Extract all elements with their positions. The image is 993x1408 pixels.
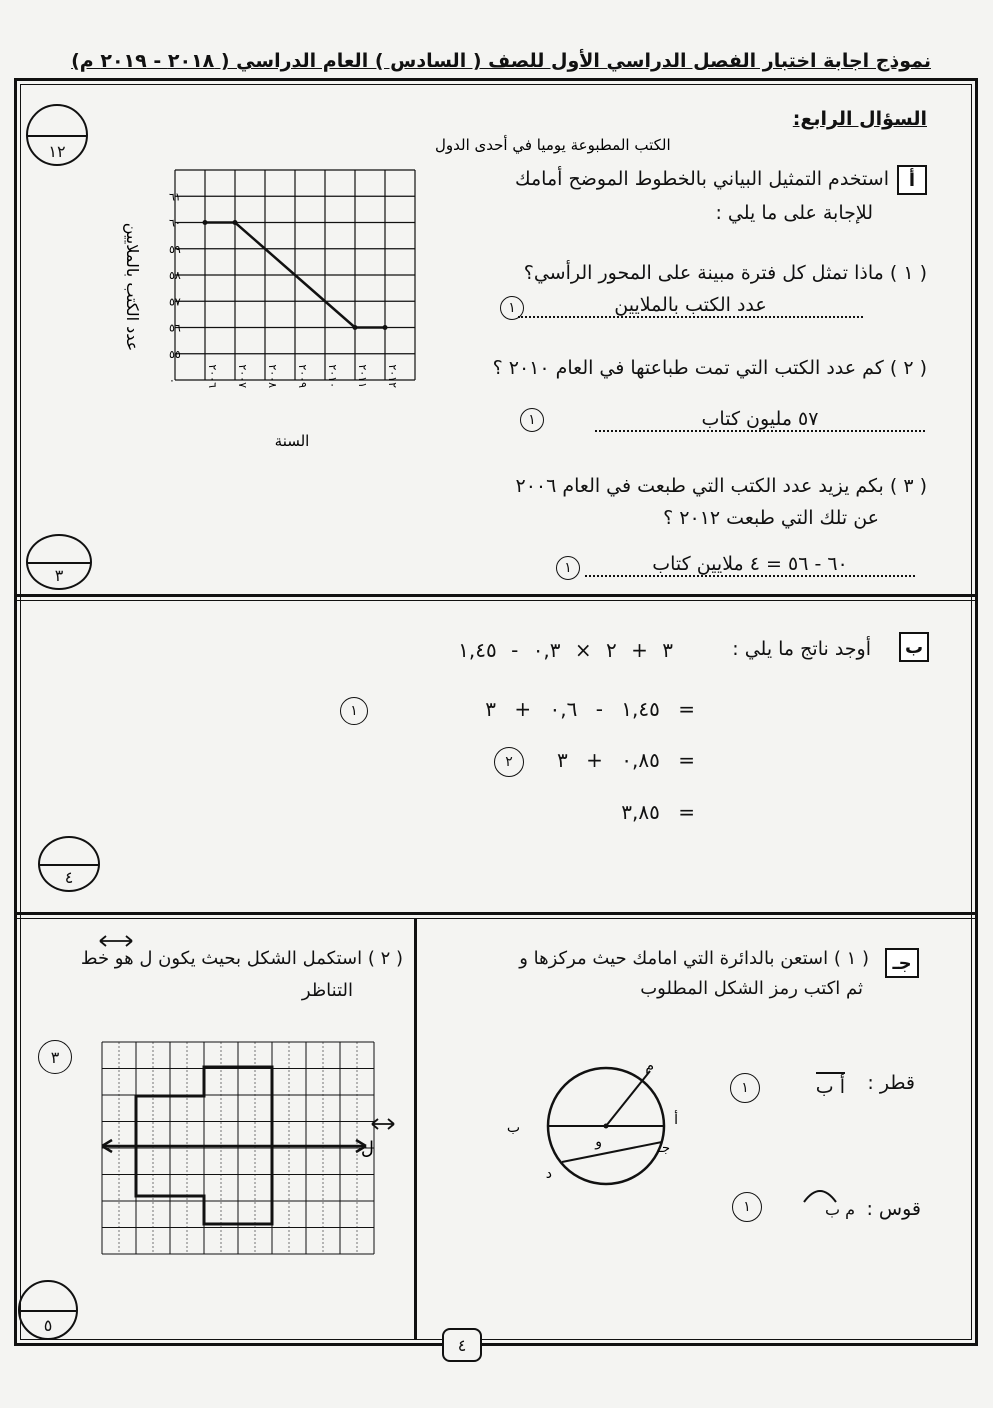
- step-2: = ٠,٨٥ + ٣: [557, 748, 695, 772]
- symmetry-grid-figure: [96, 1036, 401, 1258]
- badge-a: أ: [897, 165, 927, 195]
- point-a: أ: [674, 1112, 678, 1128]
- divider-a-b: [14, 594, 978, 597]
- data-point: [233, 220, 238, 225]
- mark-2: ١: [520, 408, 544, 432]
- section-c-q1-line-1: ( ١ ) استعن بالدائرة التي امامك حيث مركزها و: [519, 948, 869, 969]
- question-1: ( ١ ) ماذا تمثل كل فترة مبينة على المحور الرأسي؟: [523, 262, 927, 284]
- score-total-value: ١٢: [48, 142, 66, 161]
- arc-symbol-icon: [800, 1184, 840, 1204]
- score-circle-b: [38, 836, 100, 892]
- step-1-mark: ١: [340, 697, 368, 725]
- question-3-line-1: ( ٣ ) بكم يزيد عدد الكتب التي طبعت في العام ٢٠٠٦: [515, 475, 927, 497]
- page-number: ٤: [442, 1328, 482, 1362]
- score-circle-total: [26, 104, 88, 166]
- divider-a-b-thin: [14, 600, 978, 601]
- x-tick-label: ٢٠٠٦: [206, 364, 219, 388]
- arc-mark: ١: [732, 1192, 762, 1222]
- diameter-label: قطر :: [867, 1072, 915, 1094]
- diameter-mark: ١: [730, 1073, 760, 1103]
- score-c-value: ٥: [43, 1316, 53, 1335]
- y-tick-label: ٥٩: [169, 242, 181, 256]
- question-3-line-2: عن تلك التي طبعت ٢٠١٢ ؟: [663, 507, 879, 529]
- arc-label: قوس :: [866, 1198, 921, 1220]
- circle-figure: [506, 1056, 700, 1186]
- step-1: = ١,٤٥ - ٠,٦ + ٣: [485, 697, 695, 721]
- data-point: [383, 325, 388, 330]
- line-symbol-icon: [98, 934, 134, 948]
- section-c-q2-line-2: التناظر: [301, 980, 353, 1001]
- point-d: د: [545, 1166, 552, 1182]
- y-tick-label: ٠: [169, 374, 175, 387]
- divider-b-c-thin: [14, 918, 978, 919]
- divider-c-columns: [414, 918, 417, 1340]
- intro-line-2: للإجابة على ما يلي :: [715, 202, 873, 224]
- data-point: [203, 220, 208, 225]
- page-header-title: نموذج اجابة اختبار الفصل الدراسي الأول للصف ( السادس ) العام الدراسي ( ٢٠١٨ - ٢٠١٩ م): [71, 50, 931, 72]
- question-title: السؤال الرابع:: [792, 108, 927, 130]
- mark-3: ١: [556, 556, 580, 580]
- badge-b: ب: [899, 632, 929, 662]
- answer-2-text: ٥٧ مليون كتاب: [701, 408, 819, 430]
- badge-c: جـ: [885, 948, 919, 978]
- chart-y-label: عدد الكتب بالملايين: [123, 222, 142, 352]
- x-tick-label: ٢٠١١: [356, 364, 369, 388]
- question-2: ( ٢ ) كم عدد الكتب التي تمت طباعتها في العام ٢٠١٠ ؟: [492, 357, 927, 379]
- point-j: جـ: [658, 1141, 670, 1156]
- point-w: و: [595, 1134, 602, 1150]
- q2-mark: ٣: [38, 1040, 72, 1074]
- x-tick-label: ٢٠١٢: [386, 364, 399, 388]
- divider-b-c: [14, 912, 978, 915]
- diameter-value: أ ب: [816, 1072, 845, 1098]
- answer-3: [585, 553, 915, 577]
- point-b: ب: [506, 1120, 520, 1136]
- data-point: [353, 325, 358, 330]
- section-c-q1-line-2: ثم اكتب رمز الشكل المطلوب: [640, 978, 863, 999]
- mark-1: ١: [500, 296, 524, 320]
- chart-title: الكتب المطبوعة يوميا في أحدى الدول: [435, 136, 671, 154]
- answer-3-text: ٦٠ - ٥٦ = ٤ ملايين كتاب: [652, 553, 848, 575]
- point-m: م: [645, 1058, 654, 1074]
- chart-x-label: السنة: [274, 432, 310, 450]
- line-l-label: ل: [360, 1138, 374, 1159]
- score-b-value: ٤: [64, 868, 74, 887]
- intro-line-1: استخدم التمثيل البياني بالخطوط الموضح أمامك: [514, 168, 889, 190]
- section-c-q2-line-1: ( ٢ ) استكمل الشكل بحيث يكون ل هو خط: [80, 948, 403, 969]
- score-a-value: ٣: [54, 566, 64, 585]
- answer-1: [518, 294, 863, 318]
- section-b-prompt: أوجد ناتج ما يلي :: [732, 638, 871, 660]
- y-tick-label: ٥٧: [169, 295, 181, 309]
- y-tick-label: ٦٠: [169, 216, 181, 230]
- section-b-expression: ٣ + ٢ × ٠,٣ - ١,٤٥: [458, 638, 673, 662]
- arc-value: م ب: [824, 1200, 855, 1219]
- x-tick-label: ٢٠٠٩: [296, 364, 309, 388]
- y-tick-label: ٦١: [169, 190, 181, 204]
- line-chart: [105, 130, 671, 455]
- answer-2: [595, 408, 925, 432]
- x-tick-label: ٢٠٠٧: [236, 364, 249, 388]
- x-tick-label: ٢٠٠٨: [266, 364, 279, 388]
- y-tick-label: ٥٦: [169, 321, 181, 335]
- x-tick-label: ٢٠١٠: [326, 364, 339, 388]
- answer-1-text: عدد الكتب بالملايين: [614, 294, 767, 316]
- step-3: = ٣,٨٥: [621, 800, 695, 824]
- score-circle-a: [26, 534, 92, 590]
- y-tick-label: ٥٨: [169, 269, 181, 282]
- score-circle-c: [18, 1280, 78, 1340]
- step-2-mark: ٢: [494, 747, 524, 777]
- y-tick-label: ٥٥: [169, 347, 181, 361]
